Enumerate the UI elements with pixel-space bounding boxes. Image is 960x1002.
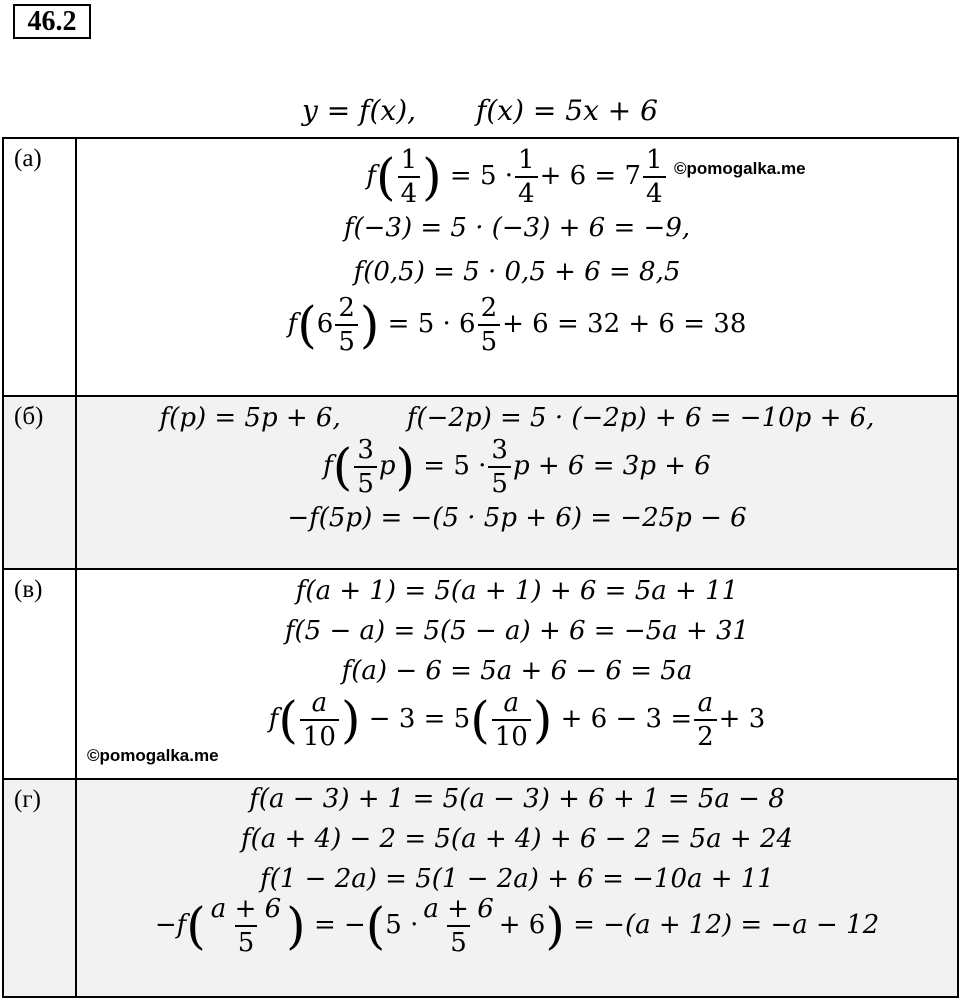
- eq-v2: f(5 − a) = 5(5 − a) + 6 = −5a + 31: [284, 616, 750, 646]
- row-label-a: (а): [3, 138, 76, 396]
- header-part1: y = f(x),: [302, 94, 417, 127]
- watermark-bottom: ©pomogalka.me: [87, 746, 219, 765]
- row-body-g: [76, 779, 958, 997]
- eq-b2: f( $\frac{3}{5}$ p) = 5 · $\frac{3}{5}$ p + 6 = 3p + 6: [323, 435, 711, 499]
- eq-a2: f(−3) = 5 · (−3) + 6 = −9,: [343, 213, 691, 243]
- eq-g2: f(a + 4) − 2 = 5(a + 4) + 6 − 2 = 5a + 24: [240, 824, 794, 854]
- frac: $\frac{a + 6}{5}$: [210, 894, 282, 958]
- row-label-g: (г): [3, 779, 76, 997]
- frac: $\frac{3}{5}$: [354, 437, 377, 497]
- frac: $\frac{a}{10}$: [300, 690, 339, 750]
- eq-b1: f(p) = 5p + 6, f(−2p) = 5 · (−2p) + 6 = −10p + 6,: [159, 403, 875, 433]
- row-b: [3, 396, 958, 569]
- frac: $\frac{a}{10}$: [492, 690, 531, 750]
- row-label-v: (в): [3, 569, 76, 779]
- watermark-top: ©pomogalka.me: [674, 159, 806, 178]
- eq-g4: −f( $\frac{a + 6}{5}$ ) = −(5 · $\frac{a + 6}{5}$ + 6) = −(a + 12) = −a − 12: [154, 894, 880, 958]
- eq-g1: f(a − 3) + 1 = 5(a − 3) + 6 + 1 = 5a − 8: [249, 784, 785, 814]
- row-body-a: [76, 138, 958, 396]
- row-g: [3, 779, 958, 997]
- frac: $\frac{1}{4}$: [643, 147, 666, 207]
- frac: $\frac{a + 6}{5}$: [423, 894, 494, 958]
- frac: $\frac{2}{5}$: [335, 295, 358, 355]
- problem-number: 46.2: [13, 4, 91, 39]
- frac: $\frac{2}{5}$: [478, 295, 501, 355]
- solution-table: [2, 137, 959, 998]
- eq-g3: f(1 − 2a) = 5(1 − 2a) + 6 = −10a + 11: [260, 864, 774, 894]
- frac: $\frac{3}{5}$: [488, 437, 511, 497]
- eq-b3: −f(5p) = −(5 · 5p + 6) = −25p − 6: [287, 503, 747, 533]
- frac: $\frac{a}{2}$: [694, 690, 717, 750]
- eq-a4: f(6 $\frac{2}{5}$ ) = 5 · 6 $\frac{2}{5}$ + 6 = 32 + 6 = 38: [287, 293, 747, 357]
- header-part2: f(x) = 5x + 6: [476, 94, 658, 127]
- row-label-b: (б): [3, 396, 76, 569]
- frac: $\frac{1}{4}$: [398, 147, 421, 207]
- row-a: [3, 138, 958, 396]
- eq-v3: f(a) − 6 = 5a + 6 − 6 = 5a: [341, 656, 693, 686]
- row-v: [3, 569, 958, 779]
- row-body-v: [76, 569, 958, 779]
- row-body-b: [76, 396, 958, 569]
- frac: $\frac{1}{4}$: [515, 147, 538, 207]
- function-definition: [0, 94, 960, 127]
- eq-v4: f( $\frac{a}{10}$ ) − 3 = 5( $\frac{a}{10}$ ) + 6 − 3 = $\frac{a}{2}$ + 3: [268, 688, 766, 752]
- eq-v1: f(a + 1) = 5(a + 1) + 6 = 5a + 11: [295, 576, 739, 606]
- eq-a1: f( $\frac{1}{4}$ ) = 5 · $\frac{1}{4}$ + 6 = 7 $\frac{1}{4}$: [77, 147, 957, 207]
- eq-a3: f(0,5) = 5 · 0,5 + 6 = 8,5: [353, 257, 681, 287]
